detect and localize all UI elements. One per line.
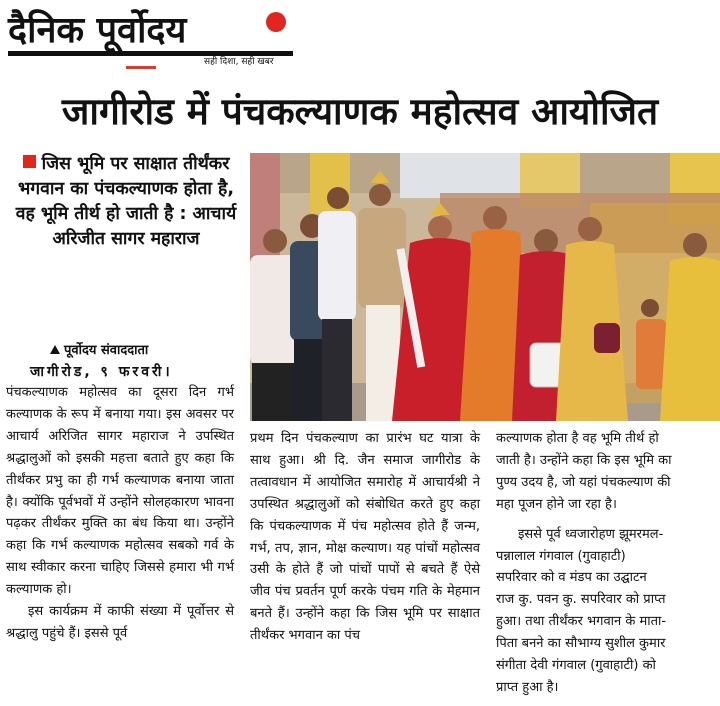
triangle-icon <box>50 345 60 354</box>
masthead-red-mark <box>126 66 156 69</box>
masthead-tagline: सही दिशा, सही खबर <box>204 57 274 67</box>
news-photo <box>250 153 720 421</box>
text-line: कल्याणक होता है वह भूमि तीर्थ हो <box>496 431 659 446</box>
headline: जागीरोड में पंचकल्याणक महोत्सव आयोजित <box>61 90 659 133</box>
text-line: इससे पूर्व ध्वजारोहण झूमरमल- <box>518 526 664 542</box>
reporter-credit <box>50 340 148 358</box>
masthead <box>8 4 293 72</box>
text-line: राज कु. पवन कु. सपरिवार को प्राप्त <box>496 592 666 608</box>
paragraph: इस कार्यक्रम में काफी संख्या में पूर्वोत्तर से श्रद्धालु पहुंचे हैं। इससे पूर्व <box>6 604 234 641</box>
paragraph <box>496 524 718 699</box>
text-line: संगीता देवी गंगवाल (गुवाहाटी) को <box>496 658 656 674</box>
reporter-name: पूर्वोदय संवाददाता <box>64 343 149 358</box>
article-column-left <box>6 382 234 645</box>
text-line: हुआ। तथा तीर्थंकर भगवान के माता- <box>496 614 667 630</box>
text-line: पिता बनने का सौभाग्य सुशील कुमार <box>496 636 666 652</box>
dateline: जागीरोड, ९ फरवरी। <box>30 364 173 380</box>
article-column-middle <box>250 428 480 647</box>
paragraph: प्रथम दिन पंचकल्याण का प्रारंभ घट यात्रा के साथ हुआ। श्री दि. जैन समाज जागीरोड के तत्वावधान में आयोजित समारोह में आचार्यश्री ने उपस्थित श्रद्धालुओं को संबोधित करते हुए कहा कि पंचकल्याणक में पंच महोत्सव होते हैं जन्म, गर्भ, तप, ज्ञान, मोक्ष कल्याण। यह पांचों महोत्सव उसी के होते हैं जो पांचों पापों से बचते हैं ऐसे जीव पंच प्रवर्तन पूर्ण करके पंचम गति के मेहमान बनते हैं। उन्होंने कहा कि जिस भूमि पर साक्षात तीर्थंकर भगवान का पंच <box>250 431 480 644</box>
article-column-right <box>496 428 718 699</box>
text-line: महा पूजन होने जा रहा है। <box>496 496 617 512</box>
subheadline-text: जिस भूमि पर साक्षात तीर्थंकर भगवान का पंचकल्याणक होता है, वह भूमि तीर्थ हो जाती है : आचार्य अरिजीत सागर महाराज <box>15 154 237 249</box>
bullet-square-icon <box>23 155 36 168</box>
masthead-logo: दैनिक पूर्वोदय <box>8 10 187 51</box>
subheadline <box>12 152 240 252</box>
text-line: सपरिवार को व मंडप का उद्घाटन <box>496 570 647 586</box>
text-line: पन्नालाल गंगवाल (गुवाहाटी) <box>496 548 626 564</box>
text-line: प्राप्त हुआ है। <box>496 679 559 695</box>
text-line: जाती है। उन्होंने कहा कि इस भूमि का <box>496 452 672 468</box>
paragraph <box>496 428 718 516</box>
text-line: पुण्य उदय है, जो यहां पंचकल्याण की <box>496 474 671 490</box>
paragraph: पंचकल्याणक महोत्सव का दूसरा दिन गर्भ कल्याणक के रूप में बनाया गया। इस अवसर पर आचार्य अरिजित सागर महाराज ने उपस्थित श्रद्धालुओं को इसकी महत्ता बताते हुए कहा कि तीर्थंकर प्रभु का ही गर्भ कल्याणक बनाया जाता है। क्योंकि पूर्वभवों में उन्होंने सोलहकारण भावना पढ़कर तीर्थंकर मुक्ति का बंध किया था। उन्होंने कहा कि गर्भ कल्याणक महोत्सव सबको गर्व के साथ स्वीकार करना चाहिए जिससे हमारा भी गर्भ कल्याणक हो। <box>6 385 234 598</box>
logo-dot-icon <box>266 12 286 32</box>
